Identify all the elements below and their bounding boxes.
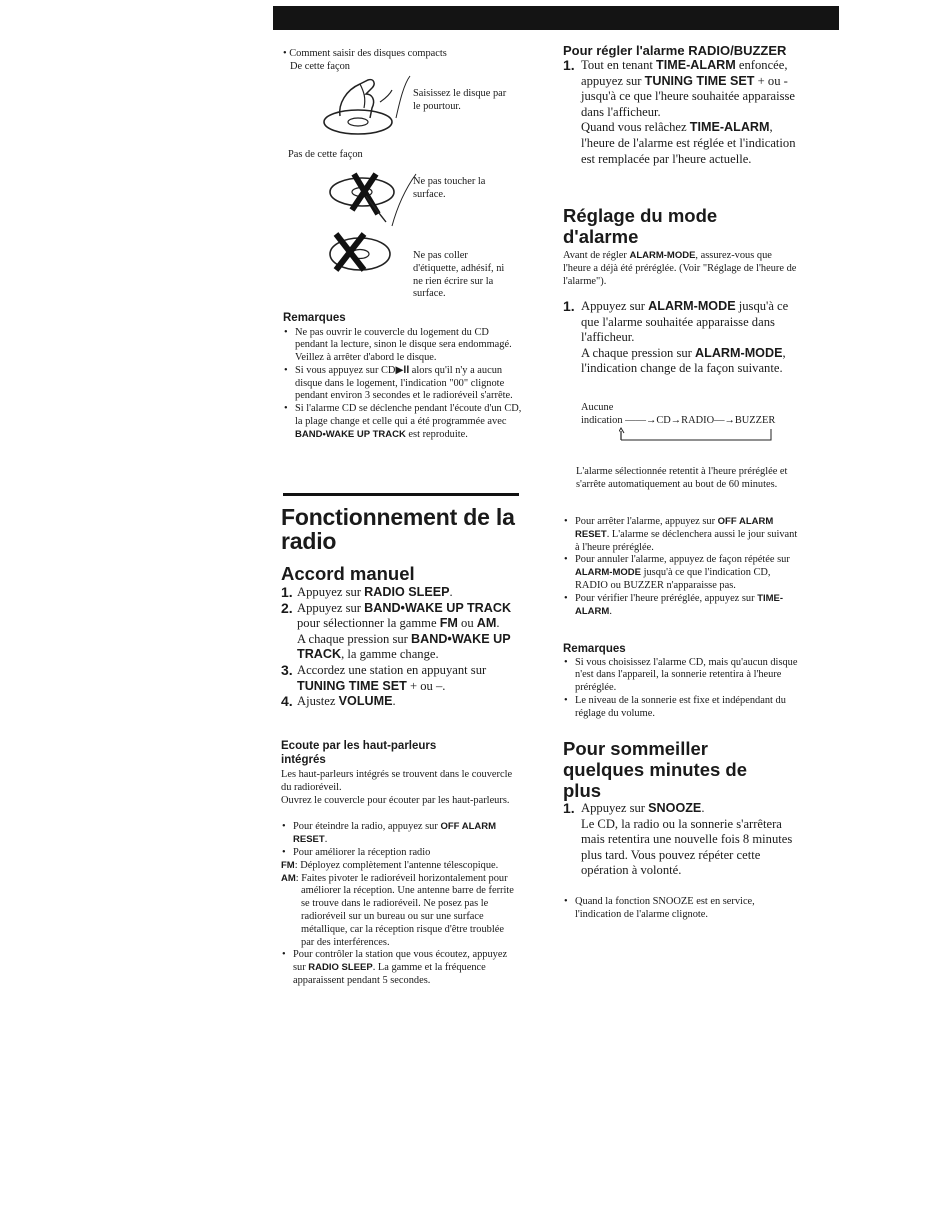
- snooze-step-1: 1. Appuyez sur SNOOZE. Le CD, la radio ou la sonnerie s'arrêtera mais retentira une nouvelle fois 8 minutes plus tard. Vous pouvez répéter cette opération à volonté.: [563, 800, 793, 878]
- step-2: 2. Appuyez sur BAND•WAKE UP TRACK pour sélectionner la gamme FM ou AM. A chaque pression sur BAND•WAKE UP TRACK, la gamme change.: [281, 599, 512, 662]
- step-3: 3. Accordez une station en appuyant sur TUNING TIME SET + ou –.: [281, 661, 487, 693]
- fm-tip: FM: Déployez complètement l'antenne télescopique.: [281, 859, 499, 871]
- snooze-step-block: [563, 801, 808, 879]
- remark-item: • Ne pas ouvrir le couvercle du logement du CD pendant la lecture, sinon le disque sera endommagé. Veillez à arrêter d'abord le disque.: [283, 327, 523, 365]
- section-title: Fonctionnement de la radio: [281, 504, 515, 554]
- alarm-radio-block: [563, 44, 803, 167]
- remark-item: • Si vous appuyez sur CD▶ll alors qu'il n'y a aucun disque dans le logement, l'indication "00" clignote pendant environ 3 secondes et le radioréveil s'arrête.: [283, 365, 523, 403]
- snooze-note-item: • Quand la fonction SNOOZE est en service, l'indication de l'alarme clignote.: [563, 896, 803, 922]
- snooze-note: [563, 896, 803, 922]
- flow-buzzer: BUZZER: [734, 415, 776, 426]
- ecoute-title: Ecoute par les haut-parleurs intégrés: [281, 740, 437, 766]
- radio-tip: • Pour améliorer la réception radio: [281, 847, 519, 860]
- mode-step-1: 1. Appuyez sur ALARM-MODE jusqu'à ce que l'alarme souhaitée apparaisse dans l'afficheur. A chaque pression sur ALARM-MODE, l'indication change de la façon suivante.: [563, 298, 789, 376]
- caption-touch: Ne pas toucher la surface.: [413, 176, 486, 200]
- cd-label-illustration: [326, 230, 396, 276]
- right-remarques: [563, 643, 803, 720]
- step-4: 4. Ajustez VOLUME.: [281, 693, 396, 710]
- cd-touch-illustration: [326, 170, 418, 230]
- alarm-step-1: 1. Tout en tenant TIME-ALARM enfoncée, appuyez sur TUNING TIME SET + ou - jusqu'à ce que l'heure souhaitée apparaisse dans l'afficheur. Quand vous relâchez TIME-ALARM, l'heure de l'alarme est réglée et l'indication est remplacée par l'heure actuelle.: [563, 57, 796, 166]
- right-remark-item: • Le niveau de la sonnerie est fixe et indépendant du réglage du volume.: [563, 695, 803, 721]
- flow-none: Aucune: [581, 402, 614, 413]
- cd-hold-illustration: [320, 74, 412, 138]
- accord-title: Accord manuel: [281, 563, 415, 584]
- caption-hold: Saisissez le disque par le pourtour.: [413, 88, 507, 112]
- right-remark-item: • Si vous choisissez l'alarme CD, mais qu'aucun disque n'est dans l'appareil, la sonnerie retentira à l'heure préréglée.: [563, 657, 803, 695]
- accord-block: [281, 563, 521, 710]
- flow-indication: indication: [581, 415, 623, 426]
- mode-intro: Avant de régler ALARM-MODE, assurez-vous que l'heure a déjà été préréglée. (Voir "Réglage de l'heure de l'alarme").: [563, 250, 797, 287]
- alarm-tips: [563, 516, 803, 618]
- intro-line: • Comment saisir des disques compacts: [283, 48, 447, 59]
- flow-radio: RADIO: [681, 415, 715, 426]
- ecoute-text-2: Ouvrez le couvercle pour écouter par les haut-parleurs.: [281, 794, 510, 806]
- alarm-radio-title: Pour régler l'alarme RADIO/BUZZER: [563, 43, 787, 58]
- alarm-tip: • Pour arrêter l'alarme, appuyez sur OFF ALARM RESET. L'alarme se déclenchera aussi le jour suivant à l'heure préréglée.: [563, 516, 803, 554]
- am-tip: AM: Faites pivoter le radioréveil horizontalement pour améliorer la réception. Une antenne barre de ferrite se trouve dans le radioréveil. Ne posez pas le radioréveil sur un bureau ou sur une surface métallique, car la réception risque d'être troublée par des interférences.: [281, 872, 514, 948]
- snooze-title: Pour sommeiller quelques minutes de plus: [563, 738, 748, 801]
- mode-title: Réglage du mode d'alarme: [563, 205, 718, 247]
- mode-flow: Aucune indication ——→CD→RADIO—→BUZZER: [581, 402, 811, 444]
- flow-return-line: [619, 427, 775, 443]
- section-divider: [283, 493, 519, 496]
- page-header-bar: [273, 6, 839, 30]
- caption-label: Ne pas coller d'étiquette, adhésif, ni ne rien écrire sur la surface.: [413, 250, 505, 300]
- flow-cd: CD: [656, 415, 671, 426]
- radio-tip: • Pour éteindre la radio, appuyez sur OFF ALARM RESET.: [281, 821, 519, 847]
- remarques-title: Remarques: [283, 312, 346, 324]
- alarm-retentit: L'alarme sélectionnée retentit à l'heure préréglée et s'arrête automatiquement au bout de 60 minutes.: [576, 466, 788, 490]
- ecoute-block: [281, 740, 519, 988]
- right-remarques-title: Remarques: [563, 643, 626, 655]
- mode-step-block: [563, 299, 808, 377]
- remarques-block: [283, 312, 523, 442]
- intro-sub: De cette façon: [290, 60, 350, 72]
- step-1: 1. Appuyez sur RADIO SLEEP.: [281, 584, 453, 600]
- alarm-tip: • Pour vérifier l'heure préréglée, appuyez sur TIME-ALARM.: [563, 593, 803, 619]
- ecoute-text-1: Les haut-parleurs intégrés se trouvent dans le couvercle du radioréveil.: [281, 769, 513, 793]
- not-this-way: Pas de cette façon: [288, 149, 363, 160]
- remark-item: • Si l'alarme CD se déclenche pendant l'écoute d'un CD, la plage change et celle qui a été programmée avec BAND•WAKE UP TRACK est reproduite.: [283, 403, 523, 441]
- alarm-tip: • Pour annuler l'alarme, appuyez de façon répétée sur ALARM-MODE jusqu'à ce que l'indication CD, RADIO ou BUZZER n'apparaisse pas.: [563, 554, 803, 592]
- radio-tip: • Pour contrôler la station que vous écoutez, appuyez sur RADIO SLEEP. La gamme et la fréquence apparaissent pendant 5 secondes.: [281, 949, 519, 987]
